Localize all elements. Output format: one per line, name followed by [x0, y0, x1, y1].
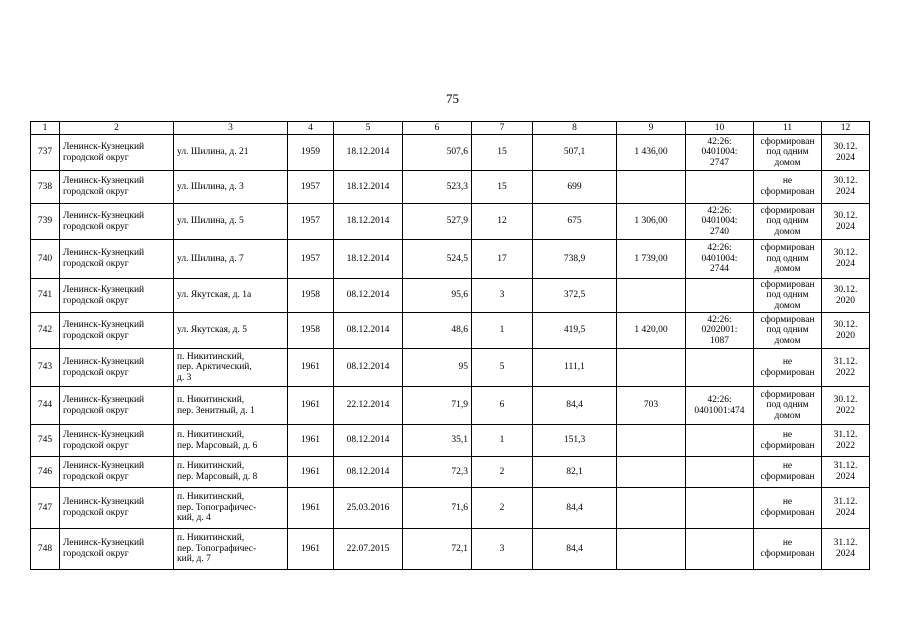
column-number-header: 8 [533, 122, 617, 135]
column-number-header: 11 [754, 122, 822, 135]
municipality-cell [60, 425, 174, 457]
address-line: ул. Шилина, д. 5 [177, 216, 244, 227]
deadline-line: 30.12. [833, 210, 858, 221]
address-line: ул. Якутская, д. 1а [177, 290, 252, 301]
column-number-header: 2 [60, 122, 174, 135]
address-line: пер. Топографичес- [177, 502, 257, 513]
deadline-line: 31.12. [833, 461, 858, 472]
cadastral-number-cell [686, 171, 754, 204]
cadastral-number-cell [686, 387, 754, 425]
municipality-line: Ленинск-Кузнецкий [63, 284, 145, 295]
land-status-line: сформирован [760, 389, 815, 400]
municipality-cell [60, 488, 174, 529]
land-status-cell [754, 425, 822, 457]
land-status-line: сформирован [760, 205, 815, 216]
address-line: п. Никитинский, [177, 461, 245, 472]
land-status-line: домом [774, 300, 801, 311]
residents-cell: 5 [472, 349, 533, 387]
cadastral-number-cell [686, 279, 754, 313]
year-cell: 1961 [288, 349, 334, 387]
municipality-cell [60, 204, 174, 240]
residents-cell: 1 [472, 425, 533, 457]
municipality-line: Ленинск-Кузнецкий [63, 497, 145, 508]
land-status-cell [754, 529, 822, 570]
municipality-cell [60, 349, 174, 387]
municipality-cell [60, 387, 174, 425]
land-area-cell [617, 529, 686, 570]
area-cell: 527,9 [403, 204, 472, 240]
land-status-line: домом [774, 410, 801, 421]
deadline-cell [822, 204, 870, 240]
area-cell: 95 [403, 349, 472, 387]
column-number-header: 3 [174, 122, 288, 135]
area-value-cell: 84,4 [533, 488, 617, 529]
date-cell: 08.12.2014 [334, 279, 403, 313]
area-value-cell: 82,1 [533, 457, 617, 488]
date-cell: 22.12.2014 [334, 387, 403, 425]
residents-cell: 6 [472, 387, 533, 425]
area-cell: 48,6 [403, 313, 472, 349]
land-status-line: под одним [766, 400, 809, 411]
land-area-cell [617, 457, 686, 488]
deadline-line: 31.12. [833, 538, 858, 549]
deadline-line: 2024 [836, 152, 855, 163]
land-status-cell [754, 171, 822, 204]
deadline-line: 2024 [836, 508, 855, 518]
municipality-line: городской округ [63, 295, 129, 306]
column-number-header: 10 [686, 122, 754, 135]
column-number-row [31, 122, 870, 135]
page-number: 75 [446, 91, 459, 106]
area-cell: 71,9 [403, 387, 472, 425]
residents-cell: 15 [472, 135, 533, 171]
date-cell: 18.12.2014 [334, 135, 403, 171]
municipality-cell [60, 313, 174, 349]
land-status-cell [754, 204, 822, 240]
cadastral-number-line: 42:26: [707, 136, 732, 147]
cadastral-number-line: 0401004: [701, 253, 738, 264]
cadastral-number-line: 42:26: [707, 205, 732, 216]
area-cell: 72,1 [403, 529, 472, 570]
cadastral-number-cell [686, 488, 754, 529]
row-number-cell: 746 [31, 457, 60, 488]
land-status-line: не [782, 538, 793, 549]
land-status-line: домом [774, 157, 801, 168]
deadline-line: 2022 [836, 367, 855, 378]
address-line: пер. Марсовый, д. 6 [177, 440, 258, 451]
land-status-line: сформирован [760, 136, 815, 147]
land-status-line: сформирован [760, 243, 815, 254]
deadline-line: 2022 [836, 405, 855, 416]
row-number-cell: 747 [31, 488, 60, 529]
address-line: п. Никитинский, [177, 492, 245, 503]
area-value-cell: 84,4 [533, 529, 617, 570]
address-cell [174, 279, 288, 313]
land-status-line: сформирован [760, 472, 815, 482]
deadline-line: 30.12. [833, 176, 858, 187]
address-line: кий, д. 4 [177, 513, 211, 524]
cadastral-number-cell [686, 529, 754, 570]
municipality-line: Ленинск-Кузнецкий [63, 356, 145, 367]
land-status-cell [754, 488, 822, 529]
municipality-line: Ленинск-Кузнецкий [63, 394, 145, 405]
table-row [31, 171, 870, 204]
municipality-line: городской округ [63, 472, 129, 482]
deadline-line: 2022 [836, 440, 855, 451]
deadline-line: 30.12. [833, 284, 858, 295]
cadastral-number-cell [686, 457, 754, 488]
year-cell: 1961 [288, 425, 334, 457]
land-area-cell [617, 171, 686, 204]
land-status-cell [754, 387, 822, 425]
deadline-line: 2020 [836, 295, 855, 306]
column-number-header: 4 [288, 122, 334, 135]
land-status-cell [754, 313, 822, 349]
land-status-line: сформирован [760, 314, 815, 325]
deadline-line: 30.12. [833, 141, 858, 152]
land-area-cell: 1 739,00 [617, 240, 686, 279]
land-status-line: под одним [766, 325, 809, 336]
municipality-line: городской округ [63, 221, 129, 232]
column-number-header: 5 [334, 122, 403, 135]
deadline-cell [822, 488, 870, 529]
table-row [31, 387, 870, 425]
deadline-line: 31.12. [833, 497, 858, 508]
municipality-line: Ленинск-Кузнецкий [63, 319, 145, 330]
municipality-line: городской округ [63, 549, 129, 559]
row-number-cell: 737 [31, 135, 60, 171]
land-status-line: сформирован [760, 187, 815, 197]
area-cell: 507,6 [403, 135, 472, 171]
residents-cell: 1 [472, 313, 533, 349]
land-status-line: не [782, 429, 793, 440]
deadline-line: 30.12. [833, 394, 858, 405]
column-number-header: 6 [403, 122, 472, 135]
deadline-line: 31.12. [833, 356, 858, 367]
land-area-cell [617, 488, 686, 529]
deadline-line: 2024 [836, 259, 855, 269]
land-status-line: не [782, 497, 793, 508]
deadline-cell [822, 457, 870, 488]
municipality-line: городской округ [63, 508, 129, 518]
land-status-cell [754, 349, 822, 387]
row-number-cell: 745 [31, 425, 60, 457]
land-area-cell [617, 425, 686, 457]
address-line: ул. Якутская, д. 5 [177, 325, 248, 336]
municipality-line: городской округ [63, 367, 129, 378]
land-status-line: домом [774, 335, 801, 346]
land-status-cell [754, 457, 822, 488]
area-value-cell: 419,5 [533, 313, 617, 349]
deadline-cell [822, 529, 870, 570]
row-number-cell: 748 [31, 529, 60, 570]
deadline-cell [822, 349, 870, 387]
address-cell [174, 135, 288, 171]
deadline-line: 30.12. [833, 319, 858, 330]
date-cell: 08.12.2014 [334, 349, 403, 387]
land-status-line: под одним [766, 253, 809, 264]
land-status-cell [754, 135, 822, 171]
cadastral-number-line: 0202001: [701, 325, 738, 336]
residents-cell: 2 [472, 457, 533, 488]
address-cell [174, 529, 288, 570]
table-row [31, 488, 870, 529]
address-cell [174, 240, 288, 279]
address-line: пер. Топографичес- [177, 543, 257, 554]
address-line: пер. Арктический, [177, 362, 252, 373]
row-number-cell: 741 [31, 279, 60, 313]
address-cell [174, 425, 288, 457]
table-row [31, 457, 870, 488]
cadastral-number-line: 0401001:474 [694, 405, 745, 416]
deadline-cell [822, 171, 870, 204]
municipality-cell [60, 171, 174, 204]
municipality-line: Ленинск-Кузнецкий [63, 210, 145, 221]
land-status-line: не [782, 176, 793, 187]
deadline-cell [822, 279, 870, 313]
municipality-line: Ленинск-Кузнецкий [63, 429, 145, 440]
land-status-line: сформирован [760, 508, 815, 518]
table-row [31, 425, 870, 457]
address-cell [174, 204, 288, 240]
deadline-line: 31.12. [833, 429, 858, 440]
municipality-line: Ленинск-Кузнецкий [63, 461, 145, 472]
land-status-line: сформирован [760, 440, 815, 451]
year-cell: 1961 [288, 529, 334, 570]
date-cell: 25.03.2016 [334, 488, 403, 529]
area-value-cell: 699 [533, 171, 617, 204]
area-value-cell: 84,4 [533, 387, 617, 425]
row-number-cell: 744 [31, 387, 60, 425]
address-cell [174, 171, 288, 204]
deadline-cell [822, 387, 870, 425]
year-cell: 1957 [288, 204, 334, 240]
row-number-cell: 740 [31, 240, 60, 279]
cadastral-number-line: 2744 [710, 264, 729, 275]
year-cell: 1959 [288, 135, 334, 171]
cadastral-number-cell [686, 313, 754, 349]
address-line: п. Никитинский, [177, 394, 245, 405]
table-row [31, 279, 870, 313]
address-line: ул. Шилина, д. 21 [177, 147, 249, 158]
area-cell: 95,6 [403, 279, 472, 313]
land-status-line: не [782, 356, 793, 367]
row-number-cell: 743 [31, 349, 60, 387]
cadastral-number-line: 2747 [710, 157, 729, 168]
date-cell: 08.12.2014 [334, 425, 403, 457]
date-cell: 08.12.2014 [334, 457, 403, 488]
land-status-line: домом [774, 264, 801, 275]
year-cell: 1957 [288, 171, 334, 204]
municipality-line: городской округ [63, 187, 129, 197]
table-body [31, 135, 870, 570]
residents-cell: 3 [472, 279, 533, 313]
area-value-cell: 151,3 [533, 425, 617, 457]
residents-cell: 12 [472, 204, 533, 240]
cadastral-number-line: 0401004: [701, 147, 738, 158]
municipality-cell [60, 529, 174, 570]
land-status-line: под одним [766, 216, 809, 227]
residents-cell: 2 [472, 488, 533, 529]
area-cell: 72,3 [403, 457, 472, 488]
deadline-line: 2024 [836, 221, 855, 232]
municipality-line: Ленинск-Кузнецкий [63, 176, 145, 187]
deadline-cell [822, 425, 870, 457]
land-status-line: сформирован [760, 279, 815, 290]
address-line: д. 3 [177, 372, 192, 383]
table-row [31, 349, 870, 387]
cadastral-number-cell [686, 135, 754, 171]
area-cell: 71,6 [403, 488, 472, 529]
municipality-line: городской округ [63, 405, 129, 416]
year-cell: 1961 [288, 387, 334, 425]
cadastral-number-cell [686, 349, 754, 387]
area-value-cell: 372,5 [533, 279, 617, 313]
land-area-cell [617, 349, 686, 387]
cadastral-number-line: 42:26: [707, 314, 732, 325]
area-value-cell: 675 [533, 204, 617, 240]
date-cell: 18.12.2014 [334, 240, 403, 279]
year-cell: 1957 [288, 240, 334, 279]
address-cell [174, 387, 288, 425]
municipality-cell [60, 240, 174, 279]
cadastral-number-cell [686, 425, 754, 457]
cadastral-number-line: 2740 [710, 226, 729, 237]
municipality-cell [60, 457, 174, 488]
area-cell: 35,1 [403, 425, 472, 457]
cadastral-number-line: 0401004: [701, 216, 738, 227]
land-status-line: под одним [766, 147, 809, 158]
land-status-line: под одним [766, 290, 809, 301]
land-status-line: сформирован [760, 367, 815, 378]
table-row [31, 240, 870, 279]
deadline-line: 2024 [836, 187, 855, 197]
column-number-header: 1 [31, 122, 60, 135]
municipality-line: Ленинск-Кузнецкий [63, 538, 145, 549]
year-cell: 1961 [288, 488, 334, 529]
column-number-header: 12 [822, 122, 870, 135]
municipality-line: городской округ [63, 330, 129, 341]
address-line: ул. Шилина, д. 3 [177, 181, 244, 192]
land-area-cell [617, 279, 686, 313]
year-cell: 1961 [288, 457, 334, 488]
deadline-cell [822, 135, 870, 171]
deadline-line: 2020 [836, 330, 855, 341]
municipality-line: Ленинск-Кузнецкий [63, 248, 145, 259]
date-cell: 18.12.2014 [334, 171, 403, 204]
address-cell [174, 313, 288, 349]
municipality-line: городской округ [63, 152, 129, 163]
row-number-cell: 738 [31, 171, 60, 204]
address-cell [174, 488, 288, 529]
municipality-line: городской округ [63, 440, 129, 451]
column-number-header: 9 [617, 122, 686, 135]
cadastral-number-line: 42:26: [707, 394, 732, 405]
column-number-header: 7 [472, 122, 533, 135]
year-cell: 1958 [288, 279, 334, 313]
address-line: п. Никитинский, [177, 533, 245, 544]
municipality-cell [60, 135, 174, 171]
address-line: п. Никитинский, [177, 351, 245, 362]
address-line: пер. Марсовый, д. 8 [177, 472, 258, 482]
table-row [31, 204, 870, 240]
area-value-cell: 507,1 [533, 135, 617, 171]
deadline-cell [822, 313, 870, 349]
land-status-cell [754, 279, 822, 313]
area-value-cell: 111,1 [533, 349, 617, 387]
municipality-line: Ленинск-Кузнецкий [63, 141, 145, 152]
municipality-cell [60, 279, 174, 313]
land-status-line: не [782, 461, 793, 472]
area-cell: 523,3 [403, 171, 472, 204]
land-status-cell [754, 240, 822, 279]
deadline-cell [822, 240, 870, 279]
cadastral-number-cell [686, 240, 754, 279]
table-row [31, 529, 870, 570]
residents-cell: 17 [472, 240, 533, 279]
date-cell: 08.12.2014 [334, 313, 403, 349]
land-area-cell: 1 306,00 [617, 204, 686, 240]
date-cell: 22.07.2015 [334, 529, 403, 570]
row-number-cell: 742 [31, 313, 60, 349]
address-cell [174, 349, 288, 387]
land-area-cell: 1 436,00 [617, 135, 686, 171]
address-cell [174, 457, 288, 488]
cadastral-number-line: 1087 [710, 335, 729, 346]
table-row [31, 135, 870, 171]
date-cell: 18.12.2014 [334, 204, 403, 240]
year-cell: 1958 [288, 313, 334, 349]
residents-cell: 15 [472, 171, 533, 204]
address-line: п. Никитинский, [177, 429, 245, 440]
land-status-line: сформирован [760, 549, 815, 559]
deadline-line: 2024 [836, 549, 855, 559]
municipality-line: городской округ [63, 259, 129, 269]
address-line: кий, д. 7 [177, 554, 211, 565]
address-line: пер. Зенитный, д. 1 [177, 405, 255, 416]
area-cell: 524,5 [403, 240, 472, 279]
residents-cell: 3 [472, 529, 533, 570]
address-line: ул. Шилина, д. 7 [177, 253, 244, 264]
row-number-cell: 739 [31, 204, 60, 240]
area-value-cell: 738,9 [533, 240, 617, 279]
deadline-line: 2024 [836, 472, 855, 482]
table-row [31, 313, 870, 349]
housing-registry-table [30, 121, 870, 570]
deadline-line: 30.12. [833, 248, 858, 259]
land-status-line: домом [774, 226, 801, 237]
land-area-cell: 703 [617, 387, 686, 425]
cadastral-number-line: 42:26: [707, 243, 732, 254]
cadastral-number-cell [686, 204, 754, 240]
land-area-cell: 1 420,00 [617, 313, 686, 349]
